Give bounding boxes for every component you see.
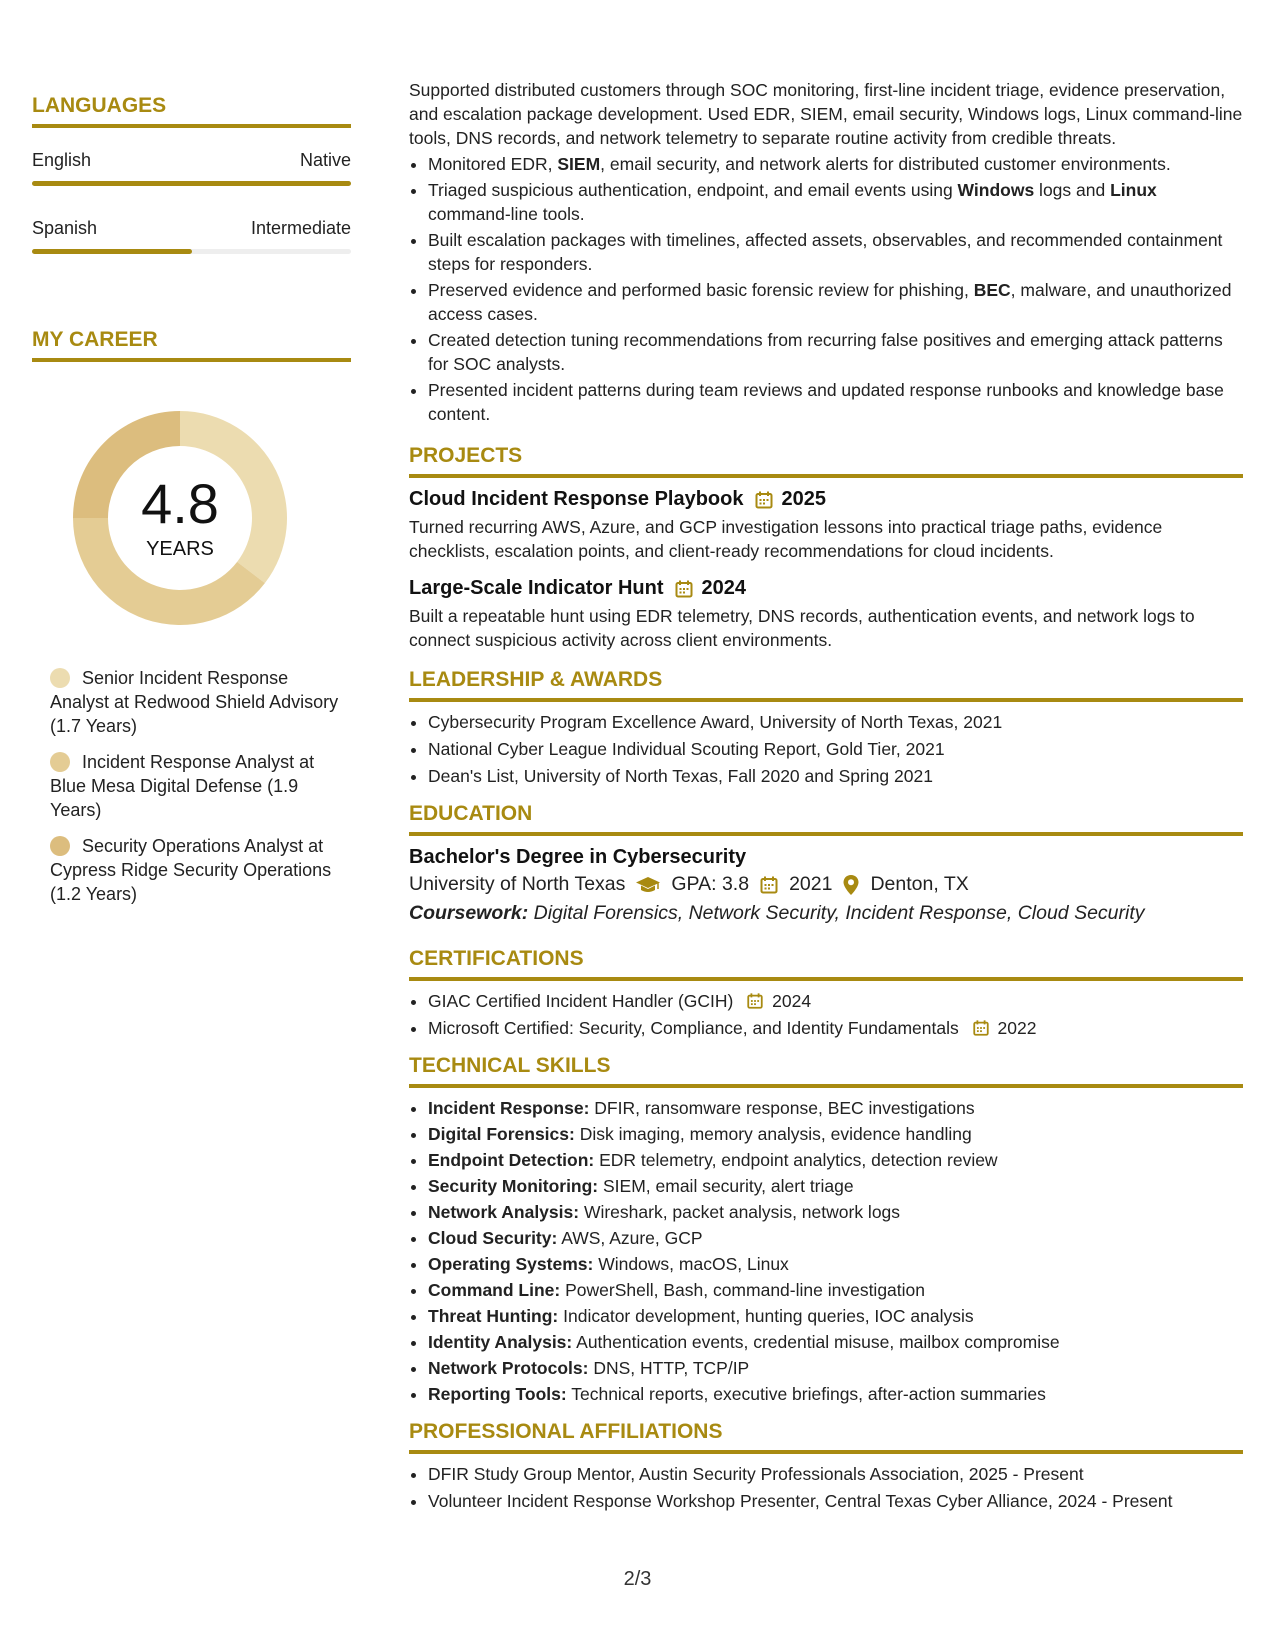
career-total-unit: YEARS (146, 538, 214, 560)
skill-item: • Digital Forensics: Disk imaging, memory analysis, evidence handling (428, 1122, 1243, 1146)
graduation-cap-icon (635, 875, 661, 895)
skills-list (409, 1096, 1243, 1406)
education-gpa: GPA: 3.8 (671, 873, 750, 895)
project-name: Large-Scale Indicator Hunt (409, 577, 664, 599)
project-year: 2024 (701, 577, 746, 599)
leadership-list (409, 710, 1243, 788)
project-desc: Built a repeatable hunt using EDR telemetry, DNS records, authentication events, and network logs to connect suspicious activity across client environments. (409, 606, 1195, 650)
skill-item: • Network Analysis: Wireshark, packet analysis, network logs (428, 1200, 1243, 1224)
coursework-list: Digital Forensics, Network Security, Incident Response, Cloud Security (528, 902, 1145, 924)
skill-item: • Operating Systems: Windows, macOS, Linux (428, 1252, 1243, 1276)
language-bar (32, 181, 351, 186)
experience-bullet: • Monitored EDR, SIEM, email security, and network alerts for distributed customer environments. (428, 152, 1243, 176)
certification-name: Microsoft Certified: Security, Compliance, and Identity Fundamentals (428, 1018, 959, 1038)
project-year: 2025 (781, 488, 826, 510)
page-number: 2/3 (623, 1568, 652, 1590)
skill-item: • Reporting Tools: Technical reports, executive briefings, after-action summaries (428, 1382, 1243, 1406)
affiliation-item: • Volunteer Incident Response Workshop Presenter, Central Texas Cyber Alliance, 2024 - Present (428, 1489, 1243, 1513)
certifications-title: CERTIFICATIONS (409, 947, 1243, 981)
education-details (409, 873, 1243, 896)
education-year: 2021 (789, 873, 833, 895)
skill-item: • Threat Hunting: Indicator development, hunting queries, IOC analysis (428, 1304, 1243, 1328)
experience-bullets (409, 152, 1243, 426)
skill-item: • Network Protocols: DNS, HTTP, TCP/IP (428, 1356, 1243, 1380)
skill-item: • Endpoint Detection: EDR telemetry, endpoint analytics, detection review (428, 1148, 1243, 1172)
skill-item: • Cloud Security: AWS, Azure, GCP (428, 1226, 1243, 1250)
coursework-label: Coursework: (409, 902, 529, 924)
skill-item: • Incident Response: DFIR, ransomware response, BEC investigations (428, 1096, 1243, 1120)
leadership-item: • National Cyber League Individual Scouting Report, Gold Tier, 2021 (428, 737, 1243, 761)
certification-item (428, 1016, 1243, 1040)
projects-title: PROJECTS (409, 444, 1243, 478)
legend-label: Incident Response Analyst at Blue Mesa Digital Defense (1.9 Years) (50, 752, 315, 820)
project-item (409, 577, 1243, 652)
right-column (409, 78, 1243, 1516)
career-title: MY CAREER (32, 328, 351, 362)
experience-bullet: • Preserved evidence and performed basic forensic review for phishing, BEC, malware, and unauthorized access cases. (428, 278, 1243, 326)
career-legend (32, 666, 351, 906)
calendar-icon (754, 490, 774, 510)
legend-dot (50, 668, 70, 688)
language-level: Intermediate (250, 218, 351, 238)
language-spanish (32, 218, 351, 254)
certifications-list (409, 989, 1243, 1040)
left-column (32, 94, 351, 918)
language-level: Native (299, 150, 351, 170)
education-location: Denton, TX (870, 873, 969, 895)
education-school: University of North Texas (409, 873, 626, 895)
skills-title: TECHNICAL SKILLS (409, 1054, 1243, 1088)
experience-bullet: • Created detection tuning recommendations from recurring false positives and emerging attack patterns for SOC analysts. (428, 328, 1243, 376)
experience-bullet: • Triaged suspicious authentication, endpoint, and email events using Windows logs and Linux command-line tools. (428, 178, 1243, 226)
leadership-item: • Dean's List, University of North Texas, Fall 2020 and Spring 2021 (428, 764, 1243, 788)
certification-year: 2022 (997, 1018, 1037, 1038)
project-item (409, 488, 1243, 563)
language-bar (32, 249, 351, 254)
experience-bullet: • Presented incident patterns during team reviews and updated response runbooks and knowledge base content. (428, 378, 1243, 426)
project-desc: Turned recurring AWS, Azure, and GCP investigation lessons into practical triage paths, evidence checklists, escalation points, and client-ready recommendations for cloud incidents. (409, 517, 1163, 561)
calendar-icon (759, 875, 779, 895)
calendar-icon (674, 579, 694, 599)
certification-year: 2024 (772, 991, 812, 1011)
career-legend-item (50, 666, 351, 738)
legend-dot (50, 836, 70, 856)
education-title: EDUCATION (409, 802, 1243, 836)
education-degree: Bachelor's Degree in Cybersecurity (409, 846, 747, 868)
legend-label: Senior Incident Response Analyst at Redwood Shield Advisory (1.7 Years) (50, 668, 339, 736)
language-name: English (32, 150, 92, 170)
calendar-icon (746, 992, 764, 1010)
affiliation-item: • DFIR Study Group Mentor, Austin Security Professionals Association, 2025 - Present (428, 1462, 1243, 1486)
language-name: Spanish (32, 218, 98, 238)
skill-item: • Security Monitoring: SIEM, email security, alert triage (428, 1174, 1243, 1198)
experience-summary: Supported distributed customers through SOC monitoring, first-line incident triage, evidence preservation, and escalation package development. Used EDR, SIEM, email security, Windows logs, Linux command-line tools, DNS records, and network telemetry to separate routine activity from credible threats. (409, 80, 1243, 148)
career-donut (66, 404, 294, 632)
career-legend-item (50, 834, 351, 906)
certification-item (428, 989, 1243, 1013)
leadership-title: LEADERSHIP & AWARDS (409, 668, 1243, 702)
experience-bullet: • Built escalation packages with timelines, affected assets, observables, and recommended containment steps for responders. (428, 228, 1243, 276)
affiliations-title: PROFESSIONAL AFFILIATIONS (409, 1420, 1243, 1454)
affiliations-list (409, 1462, 1243, 1513)
career-total-years: 4.8 (141, 472, 219, 535)
skill-item: • Identity Analysis: Authentication events, credential misuse, mailbox compromise (428, 1330, 1243, 1354)
education-coursework (409, 902, 1243, 925)
language-bar-fill (32, 181, 351, 186)
legend-label: Security Operations Analyst at Cypress Ridge Security Operations (1.2 Years) (50, 836, 332, 904)
certification-name: GIAC Certified Incident Handler (GCIH) (428, 991, 734, 1011)
languages-title: LANGUAGES (32, 94, 351, 128)
location-pin-icon (842, 874, 860, 896)
language-english (32, 150, 351, 186)
legend-dot (50, 752, 70, 772)
language-bar-fill (32, 249, 192, 254)
skill-item: • Command Line: PowerShell, Bash, command-line investigation (428, 1278, 1243, 1302)
calendar-icon (972, 1019, 990, 1037)
career-legend-item (50, 750, 351, 822)
project-name: Cloud Incident Response Playbook (409, 488, 744, 510)
leadership-item: • Cybersecurity Program Excellence Award, University of North Texas, 2021 (428, 710, 1243, 734)
